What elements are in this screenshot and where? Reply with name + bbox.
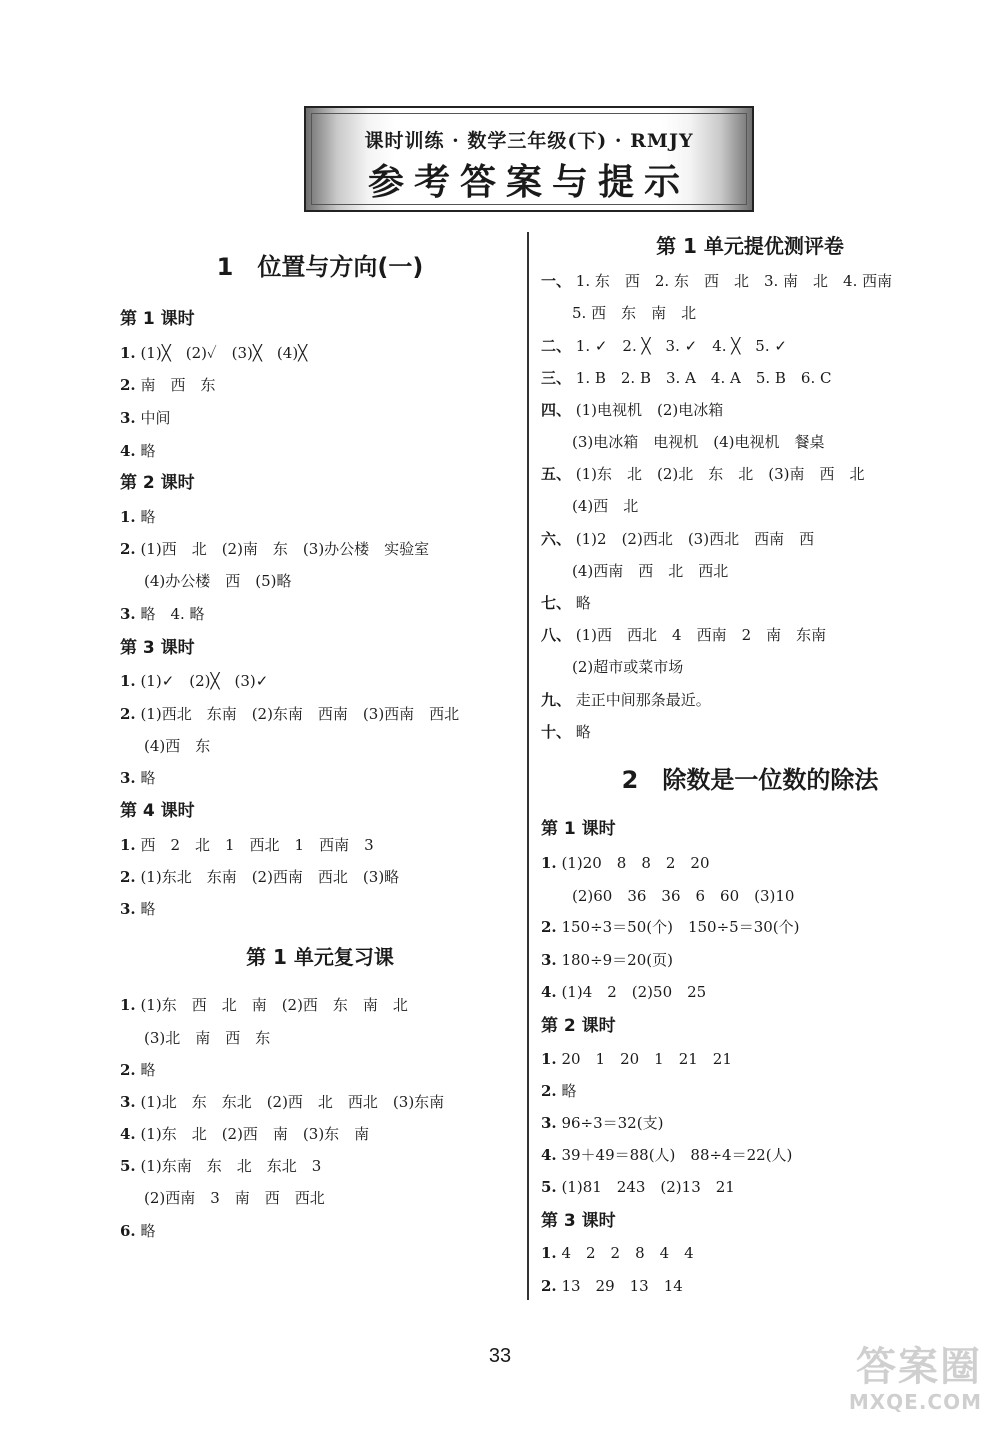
question-number: 4.: [120, 442, 136, 460]
banner-title: 参考答案与提示: [367, 161, 690, 203]
answer-text: (1)20 8 8 2 20: [556, 854, 710, 872]
answer-line: [541, 464, 865, 484]
answer-text: 4 2 2 8 4 4: [556, 1244, 694, 1262]
answer-line: [541, 336, 787, 356]
question-number: 2.: [541, 1082, 557, 1100]
answer-line: [120, 507, 155, 527]
question-number: 1.: [120, 996, 136, 1014]
answer-text: 南 西 东: [135, 376, 216, 394]
answer-continuation: (4)西 北: [572, 497, 639, 515]
answer-continuation: (4)办公楼 西 (5)略: [144, 572, 292, 590]
answer-line: [541, 400, 723, 420]
answer-text: 略: [135, 442, 156, 460]
question-number: 七、: [541, 594, 572, 612]
answer-text: 略: [135, 900, 156, 918]
answer-text: 20 1 20 1 21 21: [556, 1050, 732, 1068]
answer-line: [541, 1113, 663, 1133]
answer-text: 150÷3＝50(个) 150÷5＝30(个): [556, 918, 800, 936]
answer-text: (1)西 北 (2)南 东 (3)办公楼 实验室: [135, 540, 430, 558]
question-number: 2.: [120, 705, 136, 723]
answer-text: (1)4 2 (2)50 25: [556, 983, 707, 1001]
answer-line: [120, 1092, 444, 1112]
watermark-en: MXQE.COM: [848, 1390, 982, 1414]
question-number: 三、: [541, 369, 572, 387]
question-number: 6.: [120, 1222, 136, 1240]
question-number: 2.: [541, 918, 557, 936]
answer-continuation: 5. 西 东 南 北: [572, 304, 697, 322]
answer-line: [120, 375, 215, 395]
answer-text: (1)东 北 (2)北 东 北 (3)南 西 北: [571, 465, 865, 483]
answer-line: [120, 343, 307, 363]
answer-text: 180÷9＝20(页): [556, 951, 673, 969]
answer-text: (1)西 西北 4 西南 2 南 东南: [571, 626, 827, 644]
answer-text: (1)西北 东南 (2)东南 西南 (3)西南 西北: [135, 705, 460, 723]
answer-text: (1)东 北 (2)西 南 (3)东 南: [135, 1125, 370, 1143]
question-number: 2.: [120, 540, 136, 558]
answer-text: (1)81 243 (2)13 21: [556, 1178, 735, 1196]
answer-line: [120, 835, 374, 855]
answer-text: (1)电视机 (2)电冰箱: [571, 401, 724, 419]
question-number: 3.: [541, 1114, 557, 1132]
section-heading: 2 除数是一位数的除法: [621, 766, 879, 794]
question-number: 2.: [120, 868, 136, 886]
answer-text: 略: [135, 1222, 156, 1240]
answer-continuation: (3)北 南 西 东: [144, 1029, 271, 1047]
question-number: 二、: [541, 337, 572, 355]
question-number: 六、: [541, 530, 572, 548]
answer-line: [541, 853, 710, 873]
answer-line: [541, 982, 706, 1002]
question-number: 1.: [541, 1244, 557, 1262]
answer-text: 1. 东 西 2. 东 西 北 3. 南 北 4. 西南: [571, 272, 893, 290]
answer-continuation: (3)电冰箱 电视机 (4)电视机 餐桌: [572, 433, 825, 451]
section-heading: 第 1 单元复习课: [246, 945, 394, 969]
question-number: 5.: [541, 1178, 557, 1196]
answer-line: [120, 671, 268, 691]
question-number: 3.: [541, 951, 557, 969]
question-number: 2.: [120, 1061, 136, 1079]
answer-line: [541, 625, 826, 645]
answer-text: 略: [135, 1061, 156, 1079]
answer-text: (1)东北 东南 (2)西南 西北 (3)略: [135, 868, 400, 886]
answer-text: 略: [135, 508, 156, 526]
column-divider: [527, 232, 529, 1300]
answer-continuation: (4)西南 西 北 西北: [572, 562, 729, 580]
lesson-heading: 第 1 课时: [120, 309, 195, 329]
lesson-heading: 第 2 课时: [120, 473, 195, 493]
answer-continuation: (2)西南 3 南 西 西北: [144, 1189, 325, 1207]
question-number: 九、: [541, 691, 572, 709]
question-number: 1.: [120, 508, 136, 526]
answer-text: (1)东南 东 北 东北 3: [135, 1157, 322, 1175]
answer-line: [541, 1243, 694, 1263]
answer-line: [541, 690, 711, 710]
answer-text: 略: [135, 769, 156, 787]
answer-line: [120, 408, 170, 428]
question-number: 3.: [120, 409, 136, 427]
answer-line: [541, 271, 892, 291]
answer-line: [120, 704, 459, 724]
lesson-heading: 第 1 课时: [541, 819, 616, 839]
answer-text: (1)2 (2)西北 (3)西北 西南 西: [571, 530, 815, 548]
question-number: 2.: [120, 376, 136, 394]
question-number: 3.: [120, 900, 136, 918]
question-number: 4.: [541, 1146, 557, 1164]
question-number: 八、: [541, 626, 572, 644]
answer-line: [120, 1156, 321, 1176]
lesson-heading: 第 2 课时: [541, 1016, 616, 1036]
answer-line: [541, 1177, 735, 1197]
answer-text: 13 29 13 14: [556, 1277, 683, 1295]
answer-text: 略: [556, 1082, 577, 1100]
section-heading: 第 1 单元提优测评卷: [656, 234, 844, 258]
question-number: 1.: [541, 1050, 557, 1068]
answer-line: [120, 867, 399, 887]
answer-line: [120, 604, 205, 624]
answer-line: [120, 539, 429, 559]
question-number: 3.: [120, 605, 136, 623]
answer-text: 96÷3＝32(支): [556, 1114, 664, 1132]
question-number: 3.: [120, 769, 136, 787]
answer-line: [541, 593, 591, 613]
answer-continuation: (2)超市或菜市场: [572, 658, 684, 676]
question-number: 1.: [120, 672, 136, 690]
answer-line: [541, 917, 800, 937]
answer-line: [541, 368, 831, 388]
watermark-logo: [802, 1344, 982, 1424]
question-number: 4.: [120, 1125, 136, 1143]
answer-text: 39＋49＝88(人) 88÷4＝22(人): [556, 1146, 793, 1164]
answer-line: [120, 995, 408, 1015]
answer-text: 1. B 2. B 3. A 4. A 5. B 6. C: [571, 369, 832, 387]
answer-line: [541, 950, 673, 970]
question-number: 四、: [541, 401, 572, 419]
answer-text: (1)╳ (2)✓ (3)╳ (4)╳: [135, 344, 308, 362]
page-number: 33: [488, 1345, 512, 1367]
answer-text: (1)✓ (2)╳ (3)✓: [135, 672, 269, 690]
answer-continuation: (2)60 36 36 6 60 (3)10: [572, 887, 795, 905]
answer-text: (1)东 西 北 南 (2)西 东 南 北: [135, 996, 408, 1014]
answer-text: 走正中间那条最近。: [571, 691, 711, 709]
question-number: 十、: [541, 723, 572, 741]
lesson-heading: 第 3 课时: [541, 1211, 616, 1231]
lesson-heading: 第 4 课时: [120, 801, 195, 821]
answer-line: [120, 1124, 369, 1144]
answer-line: [541, 1276, 683, 1296]
answer-line: [541, 722, 591, 742]
answer-line: [120, 1221, 155, 1241]
answer-text: 中间: [135, 409, 171, 427]
question-number: 3.: [120, 1093, 136, 1111]
question-number: 2.: [541, 1277, 557, 1295]
question-number: 一、: [541, 272, 572, 290]
answer-line: [120, 768, 155, 788]
answer-continuation: (4)西 东: [144, 737, 211, 755]
answer-line: [120, 1060, 155, 1080]
answer-line: [120, 441, 155, 461]
answer-text: 略: [571, 723, 591, 741]
question-number: 1.: [120, 836, 136, 854]
watermark-cn: 答案圈: [856, 1344, 982, 1390]
answer-line: [120, 899, 155, 919]
title-banner: [304, 106, 754, 212]
question-number: 五、: [541, 465, 572, 483]
answer-text: 略 4. 略: [135, 605, 205, 623]
answer-line: [541, 529, 814, 549]
question-number: 5.: [120, 1157, 136, 1175]
section-heading: 1 位置与方向(一): [216, 253, 424, 281]
answer-line: [541, 1049, 732, 1069]
answer-text: 西 2 北 1 西北 1 西南 3: [135, 836, 374, 854]
answer-text: 1. ✓ 2. ╳ 3. ✓ 4. ╳ 5. ✓: [571, 337, 787, 355]
answer-text: (1)北 东 东北 (2)西 北 西北 (3)东南: [135, 1093, 445, 1111]
answer-text: 略: [571, 594, 591, 612]
question-number: 4.: [541, 983, 557, 1001]
answer-line: [541, 1081, 576, 1101]
answer-line: [541, 1145, 792, 1165]
question-number: 1.: [120, 344, 136, 362]
lesson-heading: 第 3 课时: [120, 638, 195, 658]
question-number: 1.: [541, 854, 557, 872]
banner-subtitle: 课时训练 · 数学三年级(下) · RMJY: [364, 130, 694, 152]
